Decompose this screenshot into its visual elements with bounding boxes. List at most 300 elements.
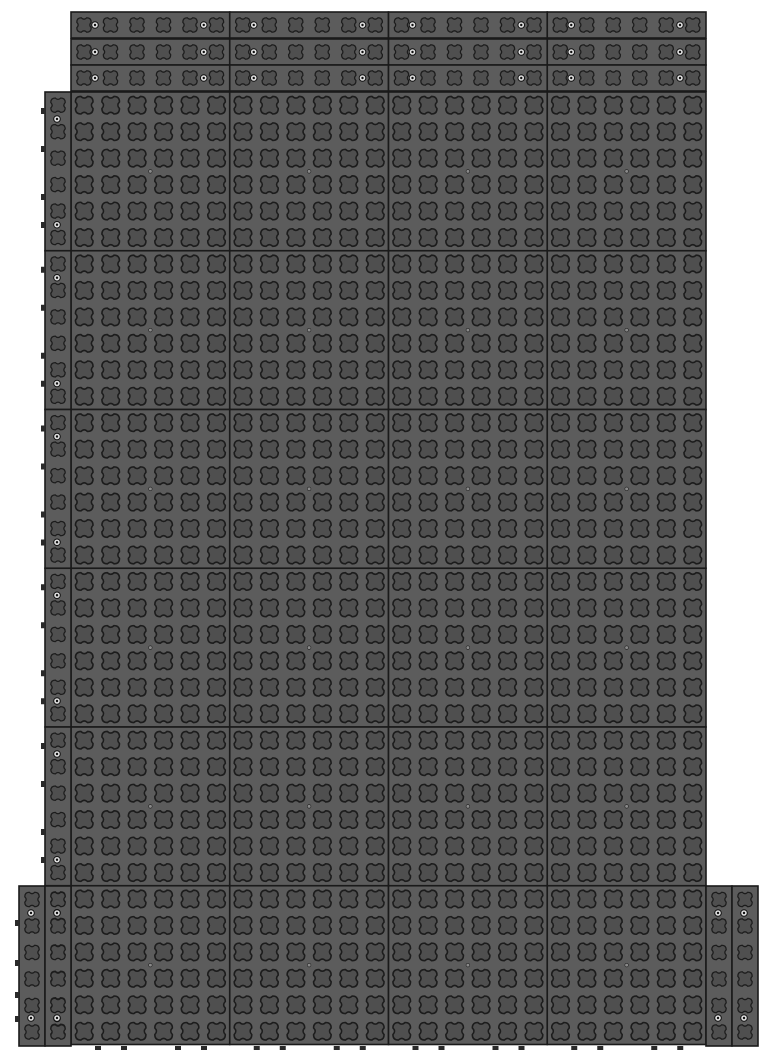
- cross-icon: [155, 626, 173, 644]
- cross-icon: [578, 255, 596, 273]
- cross-icon: [102, 573, 120, 591]
- cross-icon: [578, 811, 596, 829]
- cross-icon: [51, 442, 65, 456]
- cross-icon: [552, 96, 570, 114]
- connector-tab-icon: [41, 743, 45, 749]
- cross-icon: [366, 546, 384, 564]
- cross-icon: [552, 996, 570, 1014]
- cross-icon: [684, 123, 702, 141]
- pin-icon: [54, 116, 61, 123]
- cross-icon: [314, 202, 332, 220]
- pin-icon: [54, 910, 61, 917]
- cross-icon: [51, 336, 65, 350]
- cross-icon: [552, 361, 570, 379]
- cross-icon: [684, 149, 702, 167]
- cross-icon: [103, 18, 117, 32]
- cross-icon: [261, 414, 279, 432]
- cross-icon: [712, 1025, 726, 1039]
- cross-icon: [472, 626, 490, 644]
- cross-icon: [128, 784, 146, 802]
- cross-icon: [234, 440, 252, 458]
- cross-icon: [738, 1025, 752, 1039]
- cross-icon: [128, 387, 146, 405]
- cross-icon: [419, 335, 437, 353]
- cross-icon: [75, 308, 93, 326]
- cross-icon: [447, 71, 461, 85]
- cross-icon: [578, 520, 596, 538]
- cross-icon: [208, 599, 226, 617]
- cross-icon: [578, 864, 596, 882]
- cross-icon: [181, 599, 199, 617]
- cross-icon: [234, 890, 252, 908]
- cross-icon: [658, 229, 676, 247]
- cross-icon: [366, 705, 384, 723]
- cross-icon: [340, 784, 358, 802]
- cross-icon: [446, 996, 464, 1014]
- cross-icon: [500, 18, 514, 32]
- cross-icon: [234, 652, 252, 670]
- cross-icon: [208, 414, 226, 432]
- cross-icon: [419, 308, 437, 326]
- pin-icon: [715, 910, 722, 917]
- cross-icon: [314, 149, 332, 167]
- cross-icon: [393, 467, 411, 485]
- cross-icon: [525, 229, 543, 247]
- cross-icon: [446, 784, 464, 802]
- cross-icon: [340, 943, 358, 961]
- cross-icon: [606, 18, 620, 32]
- cross-icon: [340, 996, 358, 1014]
- cross-icon: [366, 493, 384, 511]
- cross-icon: [366, 520, 384, 538]
- cross-icon: [314, 520, 332, 538]
- cross-icon: [525, 149, 543, 167]
- cross-icon: [605, 890, 623, 908]
- cross-icon: [578, 784, 596, 802]
- cross-icon: [366, 202, 384, 220]
- cross-icon: [684, 308, 702, 326]
- cross-icon: [234, 255, 252, 273]
- cross-icon: [446, 493, 464, 511]
- cross-icon: [287, 943, 305, 961]
- cross-icon: [51, 416, 65, 430]
- cross-icon: [472, 679, 490, 697]
- cross-icon: [578, 467, 596, 485]
- cross-icon: [419, 652, 437, 670]
- cross-icon: [208, 626, 226, 644]
- cross-icon: [472, 467, 490, 485]
- cross-icon: [314, 467, 332, 485]
- cross-icon: [77, 18, 91, 32]
- cross-icon: [340, 96, 358, 114]
- cross-icon: [393, 176, 411, 194]
- cross-icon: [578, 758, 596, 776]
- cross-icon: [314, 573, 332, 591]
- cross-icon: [658, 387, 676, 405]
- connector-tab-icon: [41, 426, 45, 432]
- cross-icon: [552, 546, 570, 564]
- cross-icon: [314, 255, 332, 273]
- cross-icon: [261, 599, 279, 617]
- cross-icon: [155, 917, 173, 935]
- cross-icon: [261, 970, 279, 988]
- cross-icon: [287, 679, 305, 697]
- cross-icon: [234, 679, 252, 697]
- cross-icon: [208, 573, 226, 591]
- cross-icon: [658, 996, 676, 1014]
- cross-icon: [340, 414, 358, 432]
- cross-icon: [499, 784, 517, 802]
- cross-icon: [181, 96, 199, 114]
- cross-icon: [552, 731, 570, 749]
- cross-icon: [181, 335, 199, 353]
- cross-icon: [738, 892, 752, 906]
- cross-icon: [658, 202, 676, 220]
- cross-icon: [102, 1022, 120, 1040]
- cross-icon: [340, 361, 358, 379]
- cross-icon: [684, 996, 702, 1014]
- cross-icon: [419, 1022, 437, 1040]
- cross-icon: [261, 493, 279, 511]
- cross-icon: [552, 1022, 570, 1040]
- cross-icon: [605, 520, 623, 538]
- cross-icon: [287, 282, 305, 300]
- cross-icon: [472, 387, 490, 405]
- cross-icon: [261, 679, 279, 697]
- cross-icon: [658, 626, 676, 644]
- cross-icon: [234, 811, 252, 829]
- cross-icon: [75, 758, 93, 776]
- cross-icon: [25, 945, 39, 959]
- connector-tab-icon: [41, 381, 45, 387]
- center-dot: [307, 646, 311, 650]
- cross-icon: [446, 943, 464, 961]
- cross-icon: [658, 679, 676, 697]
- cross-icon: [366, 970, 384, 988]
- cross-icon: [102, 467, 120, 485]
- cross-icon: [261, 864, 279, 882]
- cross-icon: [314, 996, 332, 1014]
- cross-icon: [446, 811, 464, 829]
- cross-icon: [102, 176, 120, 194]
- cross-icon: [314, 1022, 332, 1040]
- cross-icon: [181, 282, 199, 300]
- pin-icon: [409, 22, 416, 29]
- cross-icon: [578, 837, 596, 855]
- cross-icon: [712, 892, 726, 906]
- cross-icon: [51, 733, 65, 747]
- cross-icon: [102, 123, 120, 141]
- cross-icon: [261, 149, 279, 167]
- cross-icon: [75, 282, 93, 300]
- cross-icon: [525, 96, 543, 114]
- cross-icon: [580, 71, 594, 85]
- connector-tab-icon: [439, 1046, 445, 1050]
- cross-icon: [578, 202, 596, 220]
- cross-icon: [155, 864, 173, 882]
- cross-icon: [102, 387, 120, 405]
- pin-icon: [677, 22, 684, 29]
- cross-icon: [366, 282, 384, 300]
- cross-icon: [340, 679, 358, 697]
- cross-icon: [208, 917, 226, 935]
- cross-icon: [368, 71, 382, 85]
- cross-icon: [208, 1022, 226, 1040]
- cross-icon: [128, 1022, 146, 1040]
- cross-icon: [75, 890, 93, 908]
- cross-icon: [499, 731, 517, 749]
- cross-icon: [499, 1022, 517, 1040]
- cross-icon: [287, 96, 305, 114]
- cross-icon: [366, 335, 384, 353]
- cross-icon: [155, 784, 173, 802]
- pin-icon: [250, 49, 257, 56]
- cross-icon: [102, 255, 120, 273]
- cross-icon: [261, 335, 279, 353]
- cross-icon: [368, 18, 382, 32]
- cross-icon: [684, 679, 702, 697]
- cross-icon: [419, 493, 437, 511]
- cross-icon: [366, 996, 384, 1014]
- cross-icon: [605, 202, 623, 220]
- cross-icon: [631, 996, 649, 1014]
- center-dot: [149, 963, 153, 967]
- cross-icon: [499, 758, 517, 776]
- pin-icon: [359, 75, 366, 82]
- connector-tab-icon: [41, 584, 45, 590]
- cross-icon: [525, 599, 543, 617]
- cross-icon: [75, 520, 93, 538]
- cross-icon: [552, 387, 570, 405]
- pin-icon: [250, 22, 257, 29]
- cross-icon: [421, 18, 435, 32]
- center-dot: [466, 963, 470, 967]
- cross-icon: [156, 45, 170, 59]
- cross-icon: [446, 705, 464, 723]
- cross-icon: [181, 784, 199, 802]
- cross-icon: [128, 202, 146, 220]
- cross-icon: [527, 18, 541, 32]
- cross-icon: [552, 758, 570, 776]
- cross-icon: [631, 440, 649, 458]
- cross-icon: [446, 229, 464, 247]
- cross-icon: [658, 308, 676, 326]
- cross-icon: [102, 96, 120, 114]
- cross-icon: [155, 414, 173, 432]
- connector-tab-icon: [95, 1046, 101, 1050]
- cross-icon: [287, 996, 305, 1014]
- cross-icon: [606, 45, 620, 59]
- cross-icon: [287, 705, 305, 723]
- cross-icon: [51, 945, 65, 959]
- connector-tab-icon: [121, 1046, 127, 1050]
- cross-icon: [208, 546, 226, 564]
- cross-icon: [446, 361, 464, 379]
- cross-icon: [25, 892, 39, 906]
- cross-icon: [393, 811, 411, 829]
- cross-icon: [684, 96, 702, 114]
- cross-icon: [261, 520, 279, 538]
- cross-icon: [419, 414, 437, 432]
- cross-icon: [419, 573, 437, 591]
- cross-icon: [340, 467, 358, 485]
- cross-icon: [340, 335, 358, 353]
- cross-icon: [340, 890, 358, 908]
- cross-icon: [658, 943, 676, 961]
- cross-icon: [472, 837, 490, 855]
- cross-icon: [578, 1022, 596, 1040]
- cross-icon: [340, 387, 358, 405]
- cross-icon: [234, 837, 252, 855]
- cross-icon: [684, 493, 702, 511]
- center-dot: [149, 646, 153, 650]
- cross-icon: [287, 493, 305, 511]
- cross-icon: [181, 705, 199, 723]
- cross-icon: [684, 705, 702, 723]
- cross-icon: [51, 919, 65, 933]
- cross-icon: [75, 546, 93, 564]
- cross-icon: [128, 123, 146, 141]
- cross-icon: [419, 758, 437, 776]
- connector-tab-icon: [334, 1046, 340, 1050]
- cross-icon: [605, 361, 623, 379]
- cross-icon: [314, 652, 332, 670]
- cross-icon: [234, 970, 252, 988]
- cross-icon: [51, 786, 65, 800]
- cross-icon: [393, 679, 411, 697]
- cross-icon: [208, 255, 226, 273]
- cross-icon: [340, 520, 358, 538]
- cross-icon: [552, 520, 570, 538]
- cross-icon: [128, 440, 146, 458]
- cross-icon: [419, 387, 437, 405]
- cross-icon: [102, 440, 120, 458]
- pin-icon: [518, 75, 525, 82]
- cross-icon: [314, 599, 332, 617]
- connector-tab-icon: [41, 305, 45, 311]
- cross-icon: [552, 679, 570, 697]
- cross-icon: [75, 1022, 93, 1040]
- cross-icon: [393, 917, 411, 935]
- connector-tab-icon: [15, 960, 19, 966]
- cross-icon: [314, 890, 332, 908]
- cross-icon: [658, 890, 676, 908]
- cross-icon: [605, 546, 623, 564]
- pin-icon: [54, 433, 61, 440]
- cross-icon: [130, 45, 144, 59]
- cross-icon: [128, 493, 146, 511]
- cross-icon: [366, 123, 384, 141]
- cross-icon: [51, 389, 65, 403]
- pin-icon: [359, 22, 366, 29]
- cross-icon: [658, 255, 676, 273]
- cross-icon: [499, 255, 517, 273]
- cross-icon: [366, 626, 384, 644]
- cross-icon: [128, 546, 146, 564]
- cross-icon: [658, 599, 676, 617]
- cross-icon: [208, 493, 226, 511]
- cross-icon: [552, 917, 570, 935]
- cross-icon: [578, 890, 596, 908]
- cross-icon: [552, 123, 570, 141]
- cross-icon: [686, 45, 700, 59]
- connector-tab-icon: [41, 353, 45, 359]
- cross-icon: [605, 917, 623, 935]
- cross-icon: [472, 996, 490, 1014]
- cross-icon: [75, 255, 93, 273]
- cross-icon: [472, 176, 490, 194]
- connector-tab-icon: [41, 540, 45, 546]
- cross-icon: [181, 573, 199, 591]
- cross-icon: [287, 123, 305, 141]
- cross-icon: [393, 546, 411, 564]
- cross-icon: [366, 440, 384, 458]
- cross-icon: [446, 890, 464, 908]
- cross-icon: [102, 811, 120, 829]
- cross-icon: [605, 679, 623, 697]
- cross-icon: [684, 520, 702, 538]
- cross-icon: [500, 45, 514, 59]
- cross-icon: [605, 811, 623, 829]
- cross-icon: [366, 573, 384, 591]
- cross-icon: [658, 440, 676, 458]
- cross-icon: [314, 811, 332, 829]
- cross-icon: [419, 626, 437, 644]
- cross-icon: [208, 890, 226, 908]
- cross-icon: [472, 864, 490, 882]
- cross-icon: [287, 520, 305, 538]
- cross-icon: [236, 18, 250, 32]
- cross-icon: [261, 308, 279, 326]
- cross-icon: [419, 917, 437, 935]
- cross-icon: [578, 996, 596, 1014]
- cross-icon: [155, 282, 173, 300]
- cross-icon: [181, 864, 199, 882]
- cross-icon: [287, 573, 305, 591]
- cross-icon: [102, 705, 120, 723]
- cross-icon: [419, 255, 437, 273]
- cross-icon: [419, 837, 437, 855]
- cross-icon: [393, 308, 411, 326]
- cross-icon: [208, 837, 226, 855]
- center-dot: [307, 963, 311, 967]
- cross-icon: [446, 202, 464, 220]
- cross-icon: [234, 599, 252, 617]
- cross-icon: [499, 149, 517, 167]
- cross-icon: [684, 917, 702, 935]
- center-dot: [307, 170, 311, 174]
- cross-icon: [393, 202, 411, 220]
- cross-icon: [525, 361, 543, 379]
- cross-icon: [314, 123, 332, 141]
- cross-icon: [446, 837, 464, 855]
- cross-icon: [658, 573, 676, 591]
- cross-icon: [527, 71, 541, 85]
- pin-icon: [518, 49, 525, 56]
- cross-icon: [446, 599, 464, 617]
- cross-icon: [394, 71, 408, 85]
- pin-icon: [568, 22, 575, 29]
- cross-icon: [578, 96, 596, 114]
- cross-icon: [261, 361, 279, 379]
- cross-icon: [287, 731, 305, 749]
- cross-icon: [287, 176, 305, 194]
- cross-icon: [287, 149, 305, 167]
- cross-icon: [605, 784, 623, 802]
- cross-icon: [51, 124, 65, 138]
- cross-icon: [684, 335, 702, 353]
- cross-icon: [446, 255, 464, 273]
